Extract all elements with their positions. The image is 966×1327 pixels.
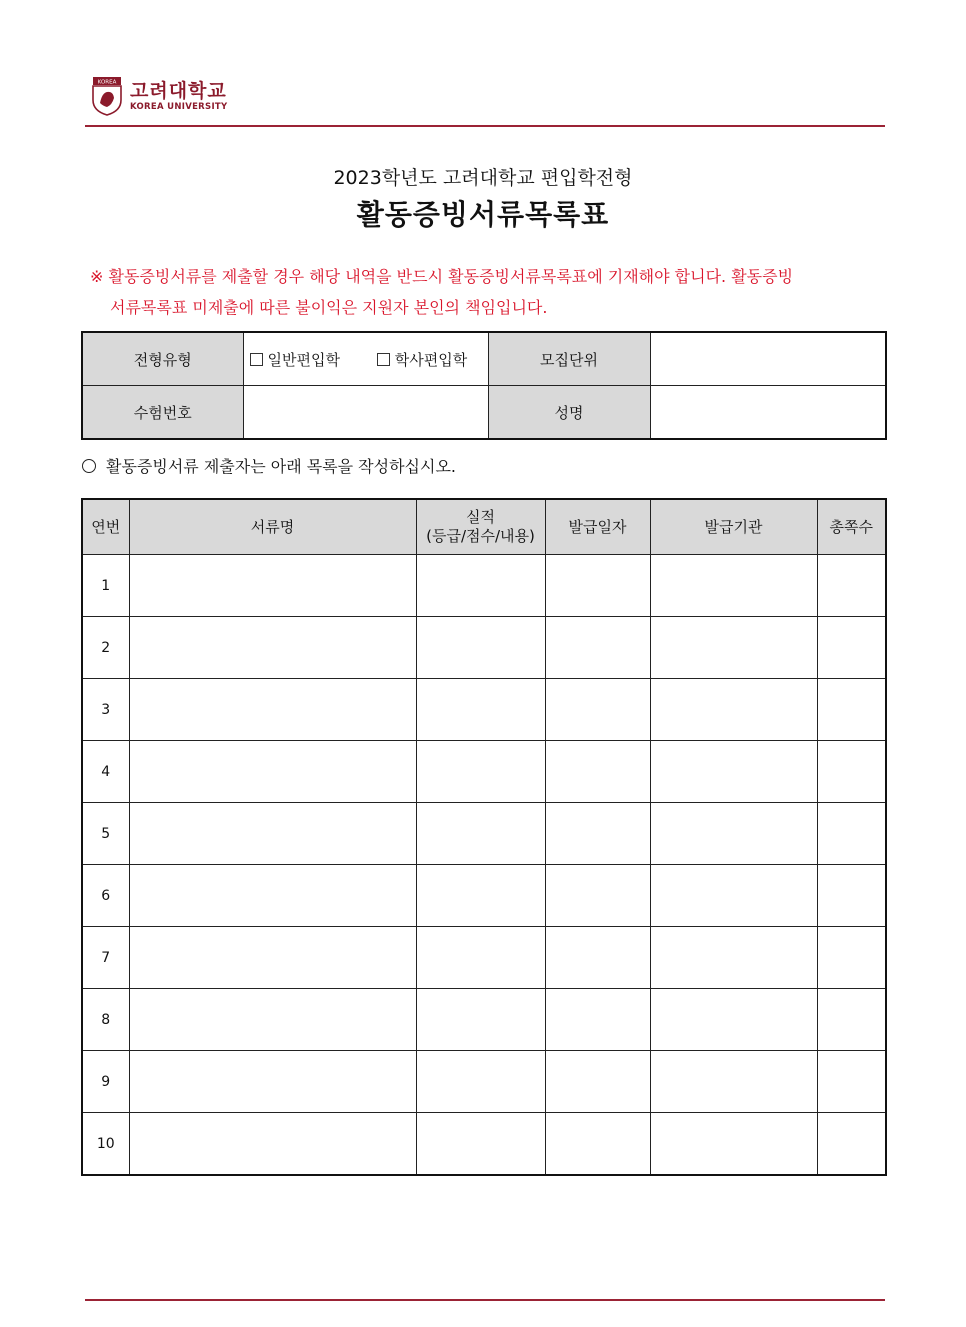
notice-line-2: 서류목록표 미제출에 따른 불이익은 지원자 본인의 책임입니다. bbox=[110, 298, 548, 317]
row-number: 7 bbox=[82, 927, 129, 989]
performance-cell[interactable] bbox=[416, 741, 545, 803]
issue-date-cell[interactable] bbox=[545, 555, 650, 617]
issuer-cell[interactable] bbox=[650, 741, 817, 803]
total-pages-cell[interactable] bbox=[817, 741, 886, 803]
recruitment-unit-label: 모집단위 bbox=[488, 332, 650, 386]
header-issue-date: 발급일자 bbox=[545, 499, 650, 555]
doc-name-cell[interactable] bbox=[129, 803, 416, 865]
applicant-info-table bbox=[81, 331, 887, 440]
issuer-cell[interactable] bbox=[650, 1113, 817, 1176]
row-number: 4 bbox=[82, 741, 129, 803]
admission-type-label: 전형유형 bbox=[82, 332, 243, 386]
doc-name-cell[interactable] bbox=[129, 679, 416, 741]
issue-date-cell[interactable] bbox=[545, 617, 650, 679]
table-row bbox=[82, 555, 886, 617]
circle-bullet-icon bbox=[82, 459, 96, 473]
notice-line-1: ※ 활동증빙서류를 제출할 경우 해당 내역을 반드시 활동증빙서류목록표에 기재해야 합니다. 활동증빙 bbox=[90, 267, 794, 286]
total-pages-cell[interactable] bbox=[817, 803, 886, 865]
korea-university-crest-icon bbox=[92, 76, 122, 116]
performance-cell[interactable] bbox=[416, 989, 545, 1051]
row-number: 10 bbox=[82, 1113, 129, 1176]
footer-rule bbox=[85, 1299, 885, 1301]
option-bachelor-transfer[interactable]: 학사편입학 bbox=[377, 349, 467, 370]
issue-date-cell[interactable] bbox=[545, 989, 650, 1051]
logo-korean-name: 고려대학교 bbox=[130, 79, 227, 102]
doc-name-cell[interactable] bbox=[129, 1051, 416, 1113]
total-pages-cell[interactable] bbox=[817, 865, 886, 927]
svg-text:KOREA: KOREA bbox=[97, 79, 117, 86]
table-row bbox=[82, 1051, 886, 1113]
exam-number-label: 수험번호 bbox=[82, 386, 243, 440]
header-issuer: 발급기관 bbox=[650, 499, 817, 555]
notice bbox=[90, 261, 890, 323]
issue-date-cell[interactable] bbox=[545, 1051, 650, 1113]
total-pages-cell[interactable] bbox=[817, 1051, 886, 1113]
total-pages-cell[interactable] bbox=[817, 927, 886, 989]
issue-date-cell[interactable] bbox=[545, 741, 650, 803]
issuer-cell[interactable] bbox=[650, 679, 817, 741]
row-number: 2 bbox=[82, 617, 129, 679]
issue-date-cell[interactable] bbox=[545, 927, 650, 989]
doc-name-cell[interactable] bbox=[129, 617, 416, 679]
issue-date-cell[interactable] bbox=[545, 865, 650, 927]
total-pages-cell[interactable] bbox=[817, 617, 886, 679]
issuer-cell[interactable] bbox=[650, 989, 817, 1051]
issuer-cell[interactable] bbox=[650, 617, 817, 679]
recruitment-unit-field[interactable] bbox=[650, 332, 886, 386]
issuer-cell[interactable] bbox=[650, 927, 817, 989]
header-total-pages: 총쪽수 bbox=[817, 499, 886, 555]
document-subtitle: 2023학년도 고려대학교 편입학전형 bbox=[333, 167, 633, 189]
doc-name-cell[interactable] bbox=[129, 555, 416, 617]
issue-date-cell[interactable] bbox=[545, 679, 650, 741]
doc-name-cell[interactable] bbox=[129, 741, 416, 803]
exam-number-field[interactable] bbox=[243, 386, 488, 440]
performance-cell[interactable] bbox=[416, 803, 545, 865]
performance-cell[interactable] bbox=[416, 1051, 545, 1113]
issuer-cell[interactable] bbox=[650, 803, 817, 865]
issuer-cell[interactable] bbox=[650, 1051, 817, 1113]
doc-name-cell[interactable] bbox=[129, 927, 416, 989]
performance-cell[interactable] bbox=[416, 679, 545, 741]
issuer-cell[interactable] bbox=[650, 555, 817, 617]
doc-name-cell[interactable] bbox=[129, 865, 416, 927]
row-number: 9 bbox=[82, 1051, 129, 1113]
row-number: 8 bbox=[82, 989, 129, 1051]
info-row bbox=[82, 332, 886, 386]
total-pages-cell[interactable] bbox=[817, 555, 886, 617]
list-instruction: 활동증빙서류 제출자는 아래 목록을 작성하십시오. bbox=[82, 454, 456, 477]
logo-english-name: KOREA UNIVERSITY bbox=[130, 101, 228, 112]
performance-cell[interactable] bbox=[416, 617, 545, 679]
info-row bbox=[82, 386, 886, 440]
table-row bbox=[82, 1113, 886, 1176]
total-pages-cell[interactable] bbox=[817, 679, 886, 741]
performance-cell[interactable] bbox=[416, 927, 545, 989]
table-row bbox=[82, 741, 886, 803]
header-doc-name: 서류명 bbox=[129, 499, 416, 555]
name-field[interactable] bbox=[650, 386, 886, 440]
issue-date-cell[interactable] bbox=[545, 803, 650, 865]
name-label: 성명 bbox=[488, 386, 650, 440]
university-logo bbox=[92, 76, 227, 116]
table-row bbox=[82, 865, 886, 927]
checkbox-icon[interactable] bbox=[250, 353, 263, 366]
total-pages-cell[interactable] bbox=[817, 1113, 886, 1176]
doc-name-cell[interactable] bbox=[129, 989, 416, 1051]
header-rule bbox=[85, 125, 885, 127]
doc-name-cell[interactable] bbox=[129, 1113, 416, 1176]
issue-date-cell[interactable] bbox=[545, 1113, 650, 1176]
performance-cell[interactable] bbox=[416, 865, 545, 927]
header-performance: 실적 (등급/점수/내용) bbox=[416, 499, 545, 555]
document-title: 활동증빙서류목록표 bbox=[356, 198, 610, 231]
performance-cell[interactable] bbox=[416, 555, 545, 617]
option-general-transfer[interactable]: 일반편입학 bbox=[250, 349, 340, 370]
table-header-row bbox=[82, 499, 886, 555]
table-row bbox=[82, 679, 886, 741]
header-num: 연번 bbox=[82, 499, 129, 555]
row-number: 3 bbox=[82, 679, 129, 741]
performance-cell[interactable] bbox=[416, 1113, 545, 1176]
checkbox-icon[interactable] bbox=[377, 353, 390, 366]
row-number: 6 bbox=[82, 865, 129, 927]
row-number: 5 bbox=[82, 803, 129, 865]
table-row bbox=[82, 927, 886, 989]
total-pages-cell[interactable] bbox=[817, 989, 886, 1051]
admission-type-options bbox=[243, 332, 488, 386]
document-list-table bbox=[81, 498, 887, 1176]
table-row bbox=[82, 989, 886, 1051]
row-number: 1 bbox=[82, 555, 129, 617]
issuer-cell[interactable] bbox=[650, 865, 817, 927]
table-row bbox=[82, 803, 886, 865]
table-row bbox=[82, 617, 886, 679]
